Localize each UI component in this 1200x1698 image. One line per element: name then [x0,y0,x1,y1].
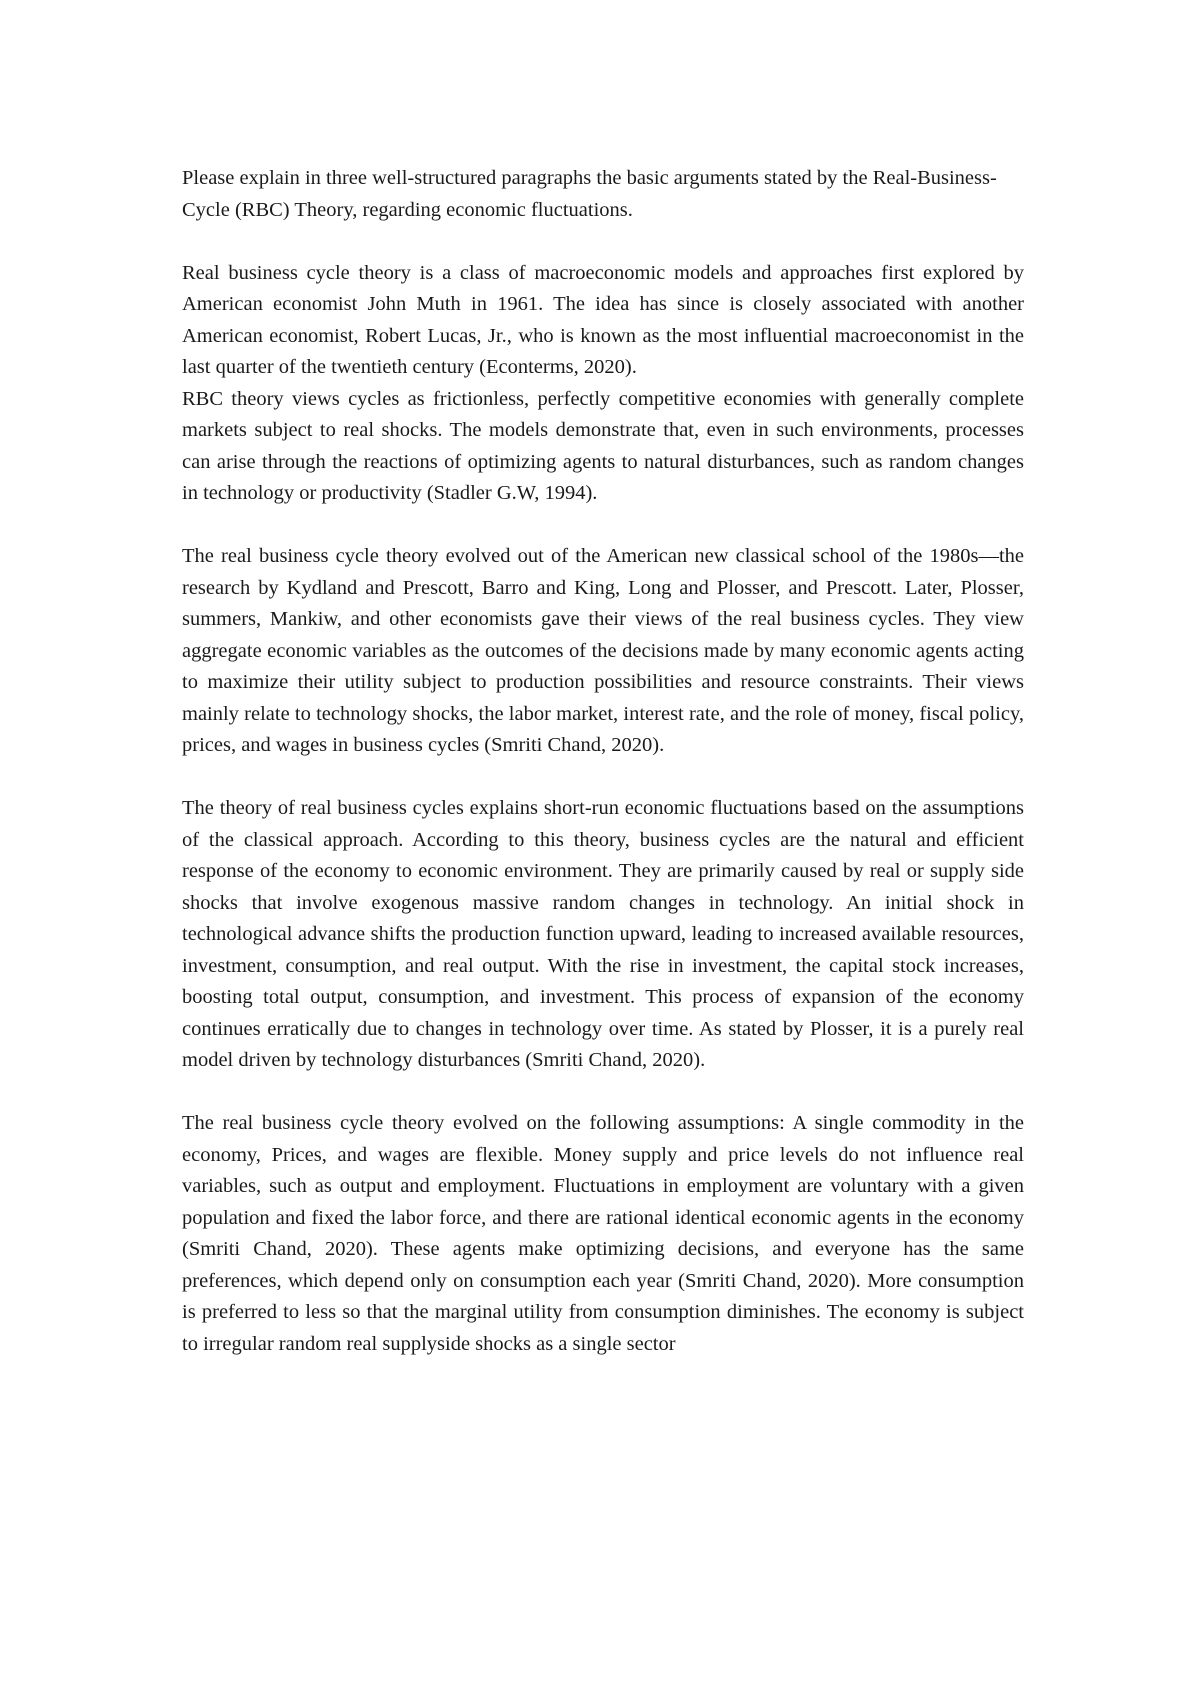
paragraph-5: The real business cycle theory evolved on the following assumptions: A single commodity in the economy, Prices, and wages are flexible. Money supply and price levels do not influence real variables, such as output and employment. Fluctuations in employment are voluntary with a given population and fixed the labor force, and there are rational identical economic agents in the economy (Smriti Chand, 2020). These agents make optimizing decisions, and everyone has the same preferences, which depend only on consumption each year (Smriti Chand, 2020). More consumption is preferred to less so that the marginal utility from consumption diminishes. The economy is subject to irregular random real supplyside shocks as a single sector [182,1112,1024,1355]
document-body [182,163,1024,1360]
prompt-paragraph: Please explain in three well-structured paragraphs the basic arguments stated by the Real-Business-Cycle (RBC) Theory, regarding economic fluctuations. [182,167,997,221]
paragraph-3: The real business cycle theory evolved out of the American new classical school of the 1980s—the research by Kydland and Prescott, Barro and King, Long and Plosser, and Prescott. Later, Plosser, summers, Mankiw, and other economists gave their views of the real business cycles. They view aggregate economic variables as the outcomes of the decisions made by many economic agents acting to maximize their utility subject to production possibilities and resource constraints. Their views mainly relate to technology shocks, the labor market, interest rate, and the role of money, fiscal policy, prices, and wages in business cycles (Smriti Chand, 2020). [182,545,1024,756]
paragraph-4: The theory of real business cycles explains short-run economic fluctuations based on the assumptions of the classical approach. According to this theory, business cycles are the natural and efficient response of the economy to economic environment. They are primarily caused by real or supply side shocks that involve exogenous massive random changes in technology. An initial shock in technological advance shifts the production function upward, leading to increased available resources, investment, consumption, and real output. With the rise in investment, the capital stock increases, boosting total output, consumption, and investment. This process of expansion of the economy continues erratically due to changes in technology over time. As stated by Plosser, it is a purely real model driven by technology disturbances (Smriti Chand, 2020). [182,797,1024,1071]
paragraph-1: Real business cycle theory is a class of macroeconomic models and approaches first explored by American economist John Muth in 1961. The idea has since is closely associated with another American economist, Robert Lucas, Jr., who is known as the most influential macroeconomist in the last quarter of the twentieth century (Econterms, 2020). [182,261,1024,378]
paragraph-2: RBC theory views cycles as frictionless, perfectly competitive economies with generally complete markets subject to real shocks. The models demonstrate that, even in such environments, processes can arise through the reactions of optimizing agents to natural disturbances, such as random changes in technology or productivity (Stadler G.W, 1994). [182,387,1024,504]
